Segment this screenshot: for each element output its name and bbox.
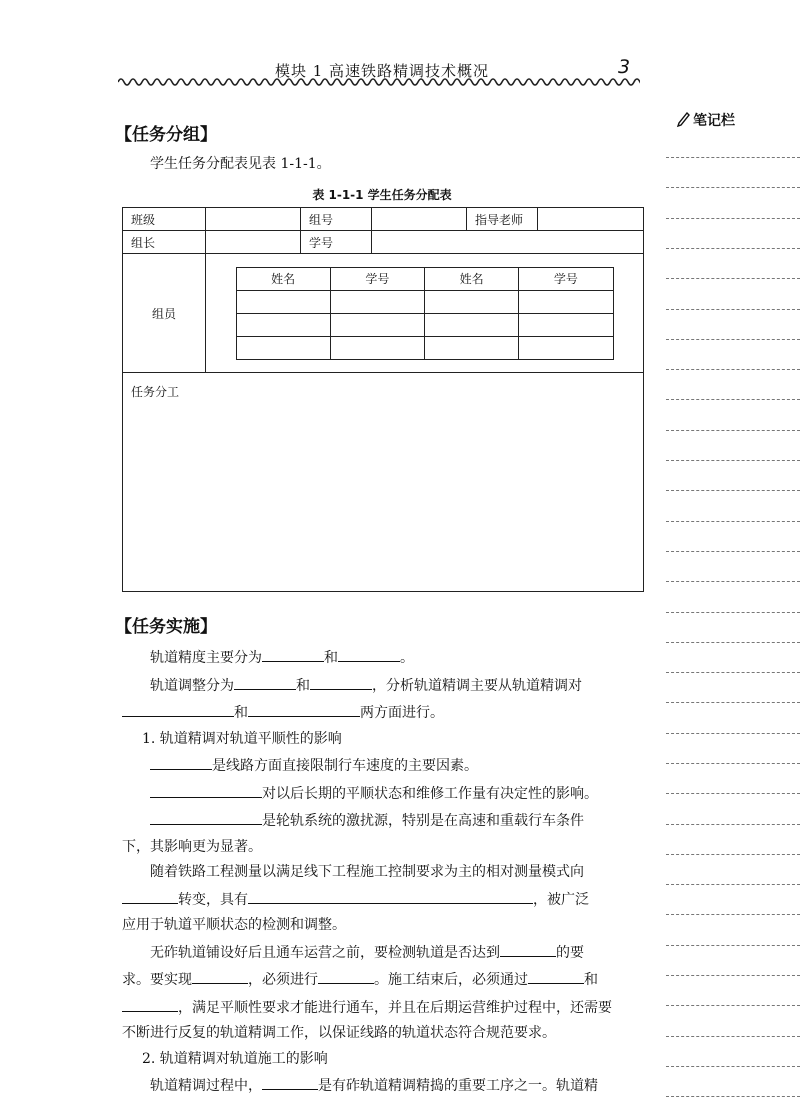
intro-paragraph: 学生任务分配表见表 1-1-1。 (150, 156, 331, 172)
member-row (236, 290, 613, 313)
fill-blank[interactable] (248, 886, 533, 904)
pen-icon (676, 112, 690, 128)
paragraph-ballastless-4: 不断进行反复的轨道精调工作，以保证线路的轨道状态符合规范要求。 (122, 1025, 556, 1041)
fill-blank[interactable] (500, 939, 556, 957)
paragraph-ballastless-2: 求。要实现 ，必须进行 。施工结束后，必须通过 和 (122, 966, 642, 994)
member-header-name: 姓名 (236, 267, 330, 290)
table-caption: 表 1-1-1 学生任务分配表 (312, 188, 452, 202)
note-line (666, 218, 800, 219)
note-line (666, 824, 800, 825)
note-line (666, 763, 800, 764)
note-line (666, 854, 800, 855)
member-cell[interactable] (236, 290, 330, 313)
note-line (666, 793, 800, 794)
student-id-cell[interactable] (372, 231, 644, 254)
subheading-construction: 2. 轨道精调对轨道施工的影响 (142, 1050, 328, 1067)
fill-blank[interactable] (150, 807, 262, 825)
member-cell[interactable] (330, 313, 424, 336)
paragraph-tamping: 轨道精调过程中， 是有砟轨道精调精捣的重要工序之一。轨道精 (122, 1072, 642, 1100)
section-title-implementation: 【任务实施】 (115, 617, 217, 637)
fill-blank[interactable] (234, 672, 296, 690)
header-wave-divider (118, 76, 640, 88)
fill-blank[interactable] (248, 699, 360, 717)
note-line (666, 702, 800, 703)
note-line (666, 945, 800, 946)
member-cell[interactable] (236, 313, 330, 336)
class-label: 班级 (123, 208, 206, 231)
fill-blank[interactable] (122, 886, 178, 904)
paragraph-excitation: 是轮轨系统的激扰源，特别是在高速和重载行车条件 (122, 807, 642, 835)
section-title-grouping: 【任务分组】 (115, 125, 217, 145)
group-no-cell[interactable] (372, 208, 467, 231)
note-line (666, 430, 800, 431)
note-line (666, 369, 800, 370)
member-header-id: 学号 (330, 267, 424, 290)
page-number: 3 (618, 56, 631, 78)
member-cell[interactable] (519, 336, 613, 359)
member-cell[interactable] (425, 313, 519, 336)
note-line (666, 672, 800, 673)
group-no-label: 组号 (301, 208, 372, 231)
note-line (666, 581, 800, 582)
fill-blank[interactable] (310, 672, 372, 690)
note-line (666, 612, 800, 613)
member-cell[interactable] (519, 290, 613, 313)
subheading-smoothness: 1. 轨道精调对轨道平顺性的影响 (142, 730, 342, 747)
member-cell[interactable] (425, 290, 519, 313)
member-cell[interactable] (330, 290, 424, 313)
fill-blank[interactable] (150, 780, 262, 798)
fill-blank[interactable] (122, 699, 234, 717)
fill-blank[interactable] (262, 1072, 318, 1090)
notes-column-title: 笔记栏 (676, 110, 735, 130)
note-line (666, 914, 800, 915)
task-division-cell[interactable] (123, 373, 644, 592)
member-row (236, 336, 613, 359)
paragraph-ballastless-3: ，满足平顺性要求才能进行通车，并且在后期运营维护过程中，还需要 (122, 994, 642, 1022)
note-line (666, 309, 800, 310)
note-line (666, 1005, 800, 1006)
fill-blank[interactable] (150, 752, 212, 770)
note-line (666, 399, 800, 400)
note-line (666, 187, 800, 188)
leader-cell[interactable] (206, 231, 301, 254)
paragraph-adjustment: 轨道调整分为 和 ，分析轨道精调主要从轨道精调对 (122, 672, 642, 700)
paragraph-speed: 是线路方面直接限制行车速度的主要因素。 (122, 752, 642, 780)
member-row (236, 313, 613, 336)
member-cell[interactable] (519, 313, 613, 336)
leader-label: 组长 (123, 231, 206, 254)
note-line (666, 157, 800, 158)
paragraph-excitation-cont: 下，其影响更为显著。 (122, 838, 262, 855)
paragraph-survey-end: 应用于轨道平顺状态的检测和调整。 (122, 917, 346, 933)
paragraph-survey-cont: 转变，具有 ，被广泛 (122, 886, 642, 914)
class-cell[interactable] (206, 208, 301, 231)
members-table (236, 267, 614, 360)
note-line (666, 521, 800, 522)
fill-blank[interactable] (262, 644, 324, 662)
note-line (666, 733, 800, 734)
note-line (666, 490, 800, 491)
member-cell[interactable] (425, 336, 519, 359)
student-id-label: 学号 (301, 231, 372, 254)
note-line (666, 1066, 800, 1067)
note-line (666, 1096, 800, 1097)
fill-blank[interactable] (338, 644, 400, 662)
member-header-name: 姓名 (425, 267, 519, 290)
note-line (666, 460, 800, 461)
members-cell (206, 254, 644, 373)
note-line (666, 551, 800, 552)
student-assignment-table (122, 207, 644, 592)
fill-blank[interactable] (192, 966, 248, 984)
paragraph-ballastless: 无砟轨道铺设好后且通车运营之前，要检测轨道是否达到 的要 (122, 939, 642, 967)
paragraph-maintenance: 对以后长期的平顺状态和维修工作量有决定性的影响。 (122, 780, 642, 808)
teacher-cell[interactable] (538, 208, 644, 231)
members-label: 组员 (123, 254, 206, 373)
note-line (666, 884, 800, 885)
task-division-label: 任务分工 (131, 385, 180, 399)
fill-blank[interactable] (318, 966, 374, 984)
fill-blank[interactable] (528, 966, 584, 984)
paragraph-accuracy: 轨道精度主要分为 和 。 (122, 644, 642, 672)
member-cell[interactable] (236, 336, 330, 359)
note-line (666, 642, 800, 643)
paragraph-survey: 随着铁路工程测量以满足线下工程施工控制要求为主的相对测量模式向 (150, 864, 584, 880)
teacher-label: 指导老师 (467, 208, 538, 231)
note-line (666, 278, 800, 279)
note-line (666, 248, 800, 249)
note-line (666, 1036, 800, 1037)
note-line (666, 975, 800, 976)
fill-blank[interactable] (122, 994, 178, 1012)
paragraph-adjustment-cont: 和 两方面进行。 (122, 699, 642, 727)
member-header-id: 学号 (519, 267, 613, 290)
note-line (666, 339, 800, 340)
implementation-body (122, 644, 642, 1100)
member-cell[interactable] (330, 336, 424, 359)
running-header: 模块 1 高速铁路精调技术概况 (274, 62, 490, 80)
